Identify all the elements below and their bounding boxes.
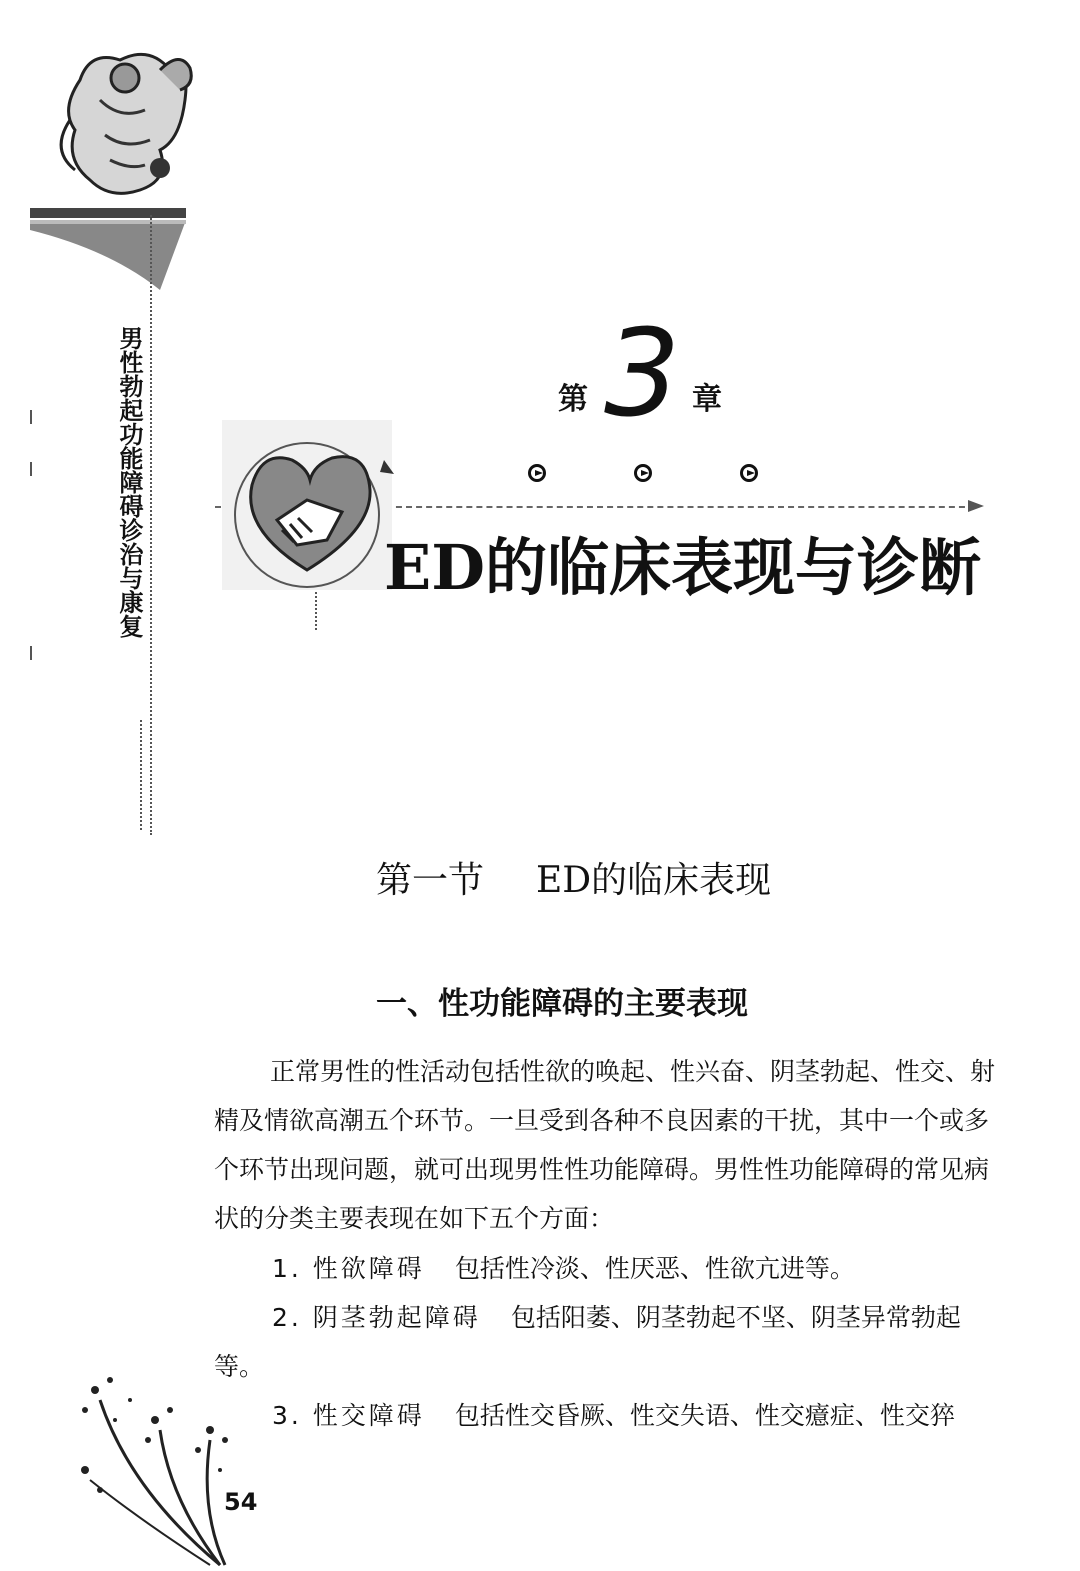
page-number: 54: [224, 1488, 258, 1516]
list-item: [214, 1293, 1000, 1391]
vertical-dotted-rule: [140, 720, 142, 830]
play-bullet-icon: [528, 464, 546, 482]
list-item-text: 包括阳萎、阴茎勃起不坚、阴茎异常勃起等。: [214, 1303, 961, 1381]
section-heading: ED的临床表现: [536, 860, 772, 901]
list-item: [214, 1244, 1000, 1293]
subsection-title: 一、性功能障碍的主要表现: [376, 986, 748, 1022]
chapter-title: ED的临床表现与诊断: [384, 531, 982, 604]
chapter-number: 3: [604, 305, 681, 444]
margin-mark: [30, 646, 32, 660]
margin-mark: [30, 410, 32, 424]
margin-mark: [30, 462, 32, 476]
list-item-text: 包括性冷淡、性厌恶、性欲亢进等。: [454, 1254, 855, 1283]
play-bullet-icon: [740, 464, 758, 482]
vertical-dotted-rule: [150, 215, 152, 835]
list-item-term: 3. 性交障碍: [272, 1401, 425, 1430]
list-item: [214, 1391, 1000, 1440]
list-item-term: 2. 阴茎勃起障碍: [272, 1303, 481, 1332]
fireworks-sparkle-icon: [70, 1370, 240, 1570]
chapter-suffix: 章: [692, 382, 722, 417]
section-label: 第一节: [376, 860, 485, 901]
arrow-icon: [968, 500, 984, 512]
chapter-prefix: 第: [558, 382, 588, 417]
play-bullet-icon: [634, 464, 652, 482]
handshake-heart-icon: [222, 420, 402, 600]
bodybuilder-illustration-icon: [30, 40, 200, 310]
running-title: 男性勃起功能障碍诊治与康复: [115, 326, 143, 638]
section-title: [376, 852, 771, 903]
body-paragraph: 正常男性的性活动包括性欲的唤起、性兴奋、阴茎勃起、性交、射精及情欲高潮五个环节。一旦受到各种不良因素的干扰，其中一个或多个环节出现问题，就可出现男性性功能障碍。男性性功能障碍的常见病状的分类主要表现在如下五个方面：: [214, 1057, 996, 1233]
list-item-term: 1. 性欲障碍: [272, 1254, 425, 1283]
list-item-text: 包括性交昏厥、性交失语、性交癔症、性交猝: [454, 1401, 955, 1430]
